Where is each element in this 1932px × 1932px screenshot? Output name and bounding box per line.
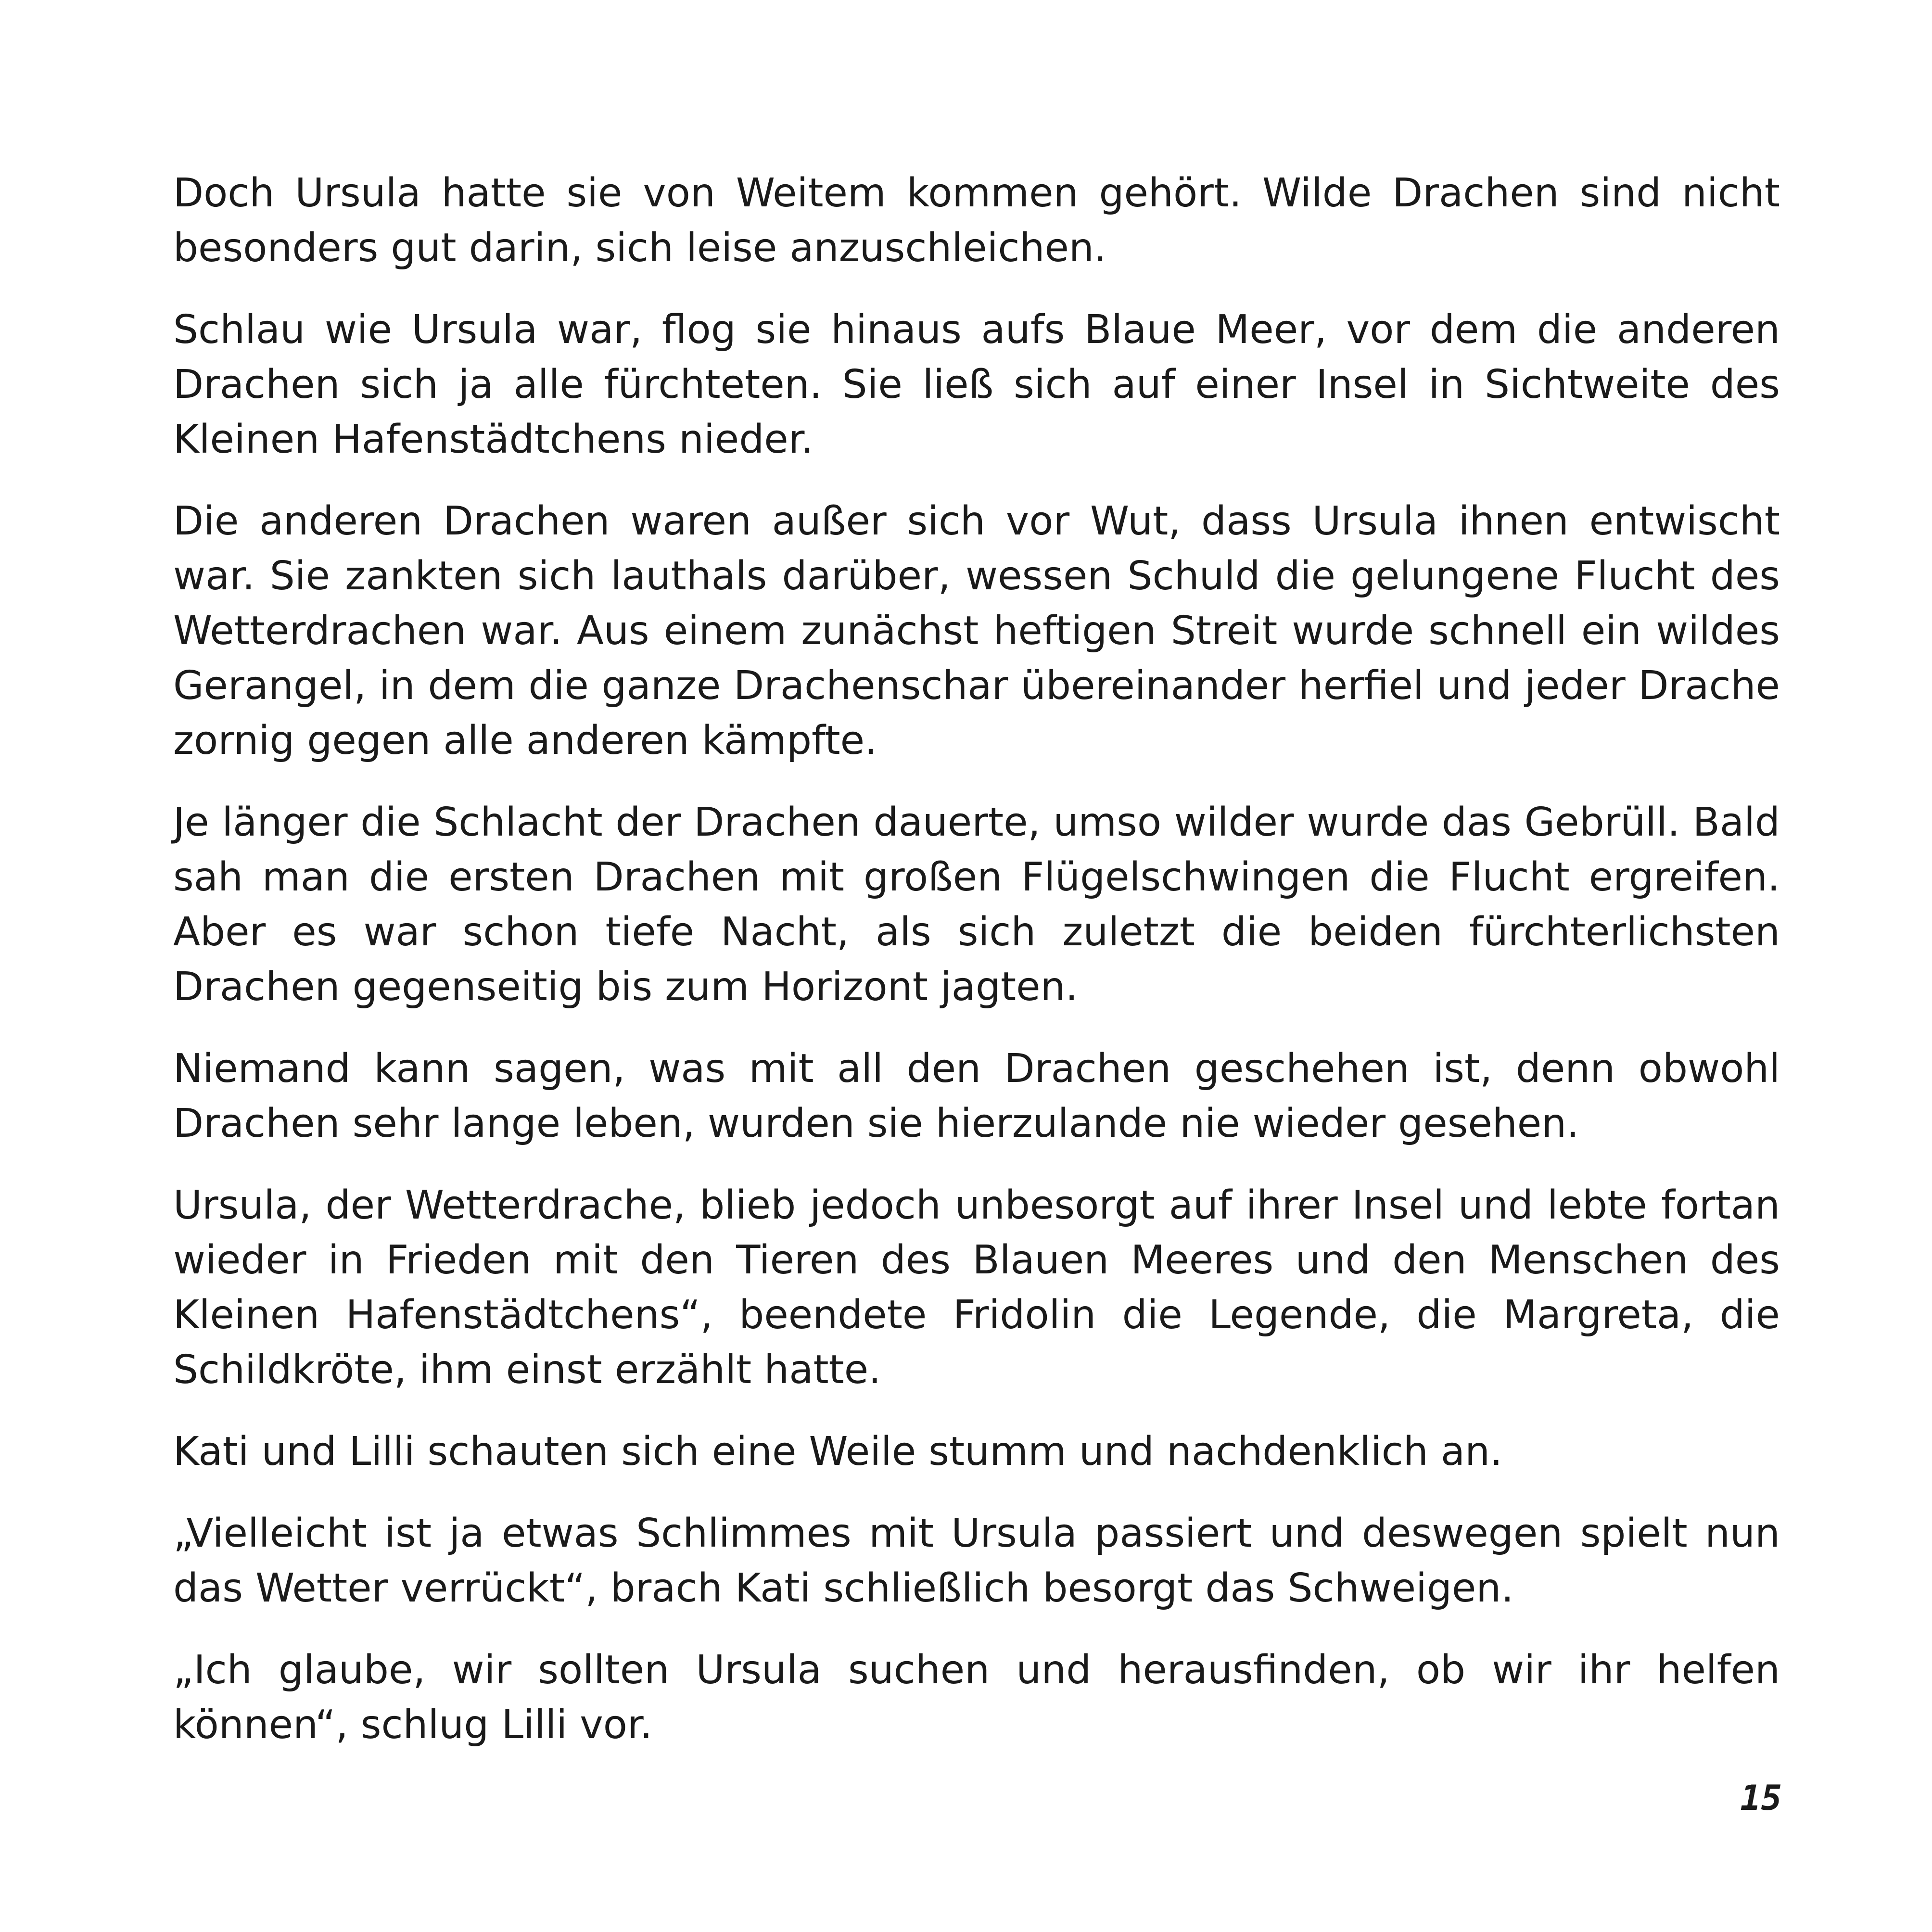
paragraph: Doch Ursula hatte sie von Weitem kommen gehört. Wilde Drachen sind nicht besonders gut darin, sich leise anzuschleichen. xyxy=(173,170,1780,271)
body-text xyxy=(173,166,1780,1779)
paragraph: „Vielleicht ist ja etwas Schlimmes mit Ursula passiert und deswegen spielt nun das Wetter verrückt“, brach Kati schließlich besorgt das Schweigen. xyxy=(173,1511,1780,1611)
paragraph: Niemand kann sagen, was mit all den Drachen geschehen ist, denn obwohl Drachen sehr lange leben, wurden sie hierzulande nie wieder gesehen. xyxy=(173,1046,1780,1146)
paragraph: Ursula, der Wetterdrache, blieb jedoch unbesorgt auf ihrer Insel und lebte fortan wieder in Frieden mit den Tieren des Blauen Meeres und den Menschen des Kleinen Hafenstädtchens“, beendete Fridolin die Legende, die Margreta, die Schildkröte, ihm einst erzählt hatte. xyxy=(173,1182,1780,1393)
paragraph: Schlau wie Ursula war, flog sie hinaus aufs Blaue Meer, vor dem die anderen Drachen sich ja alle fürchteten. Sie ließ sich auf einer Insel in Sichtweite des Kleinen Hafenstädtchens nieder. xyxy=(173,307,1780,462)
paragraph: Kati und Lilli schauten sich eine Weile stumm und nachdenklich an. xyxy=(173,1429,1503,1474)
page-number: 15 xyxy=(1740,1778,1782,1818)
paragraph: „Ich glaube, wir sollten Ursula suchen und herausfinden, ob wir ihr helfen können“, schlug Lilli vor. xyxy=(173,1647,1780,1748)
paragraph: Die anderen Drachen waren außer sich vor Wut, dass Ursula ihnen entwischt war. Sie zankten sich lauthals darüber, wessen Schuld die gelungene Flucht des Wetterdrachen war. Aus einem zunächst heftigen Streit wurde schnell ein wildes Gerangel, in dem die ganze Drachenschar übereinander herfiel und jeder Drache zornig gegen alle anderen kämpfte. xyxy=(173,498,1780,763)
paragraph: Je länger die Schlacht der Drachen dauerte, umso wilder wurde das Gebrüll. Bald sah man die ersten Drachen mit großen Flügelschwingen die Flucht ergreifen. Aber es war schon tiefe Nacht, als sich zuletzt die beiden fürchterlichsten Drachen gegenseitig bis zum Horizont jagten. xyxy=(173,800,1780,1010)
